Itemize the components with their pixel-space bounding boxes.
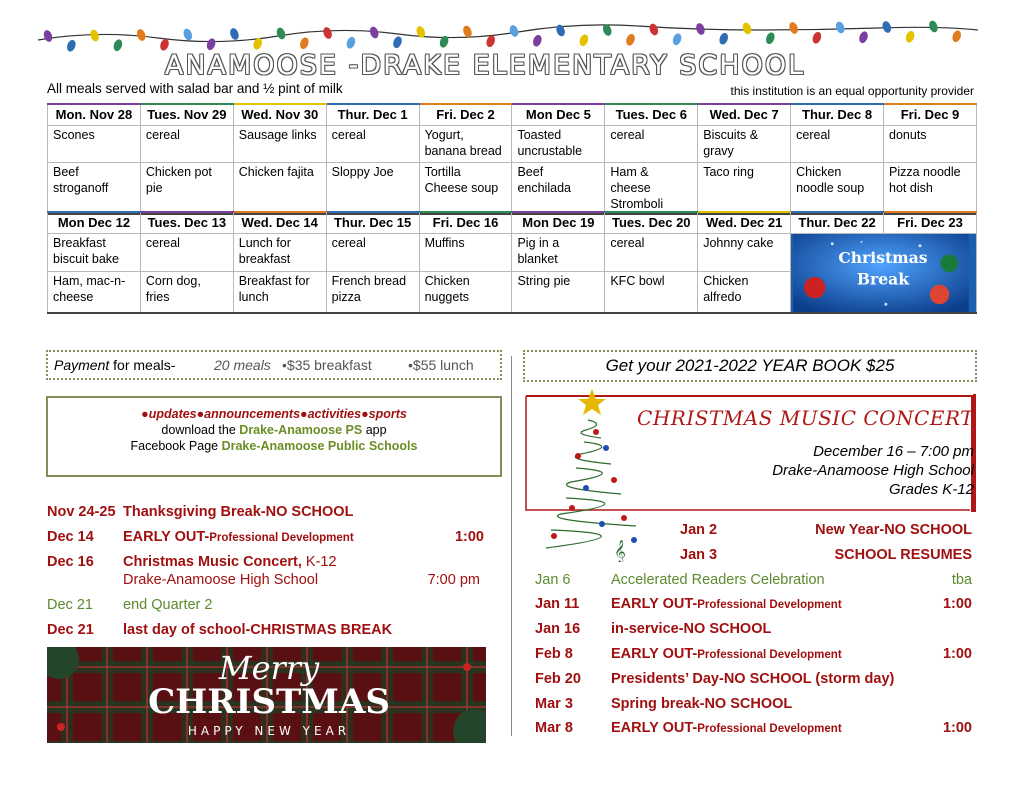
- event-text: SCHOOL RESUMES: [834, 546, 972, 563]
- event-text: EARLY OUT-Professional Development: [611, 646, 842, 662]
- menu-lunch-item: Chicken pot pie: [140, 163, 233, 215]
- menu-lunch-item: String pie: [512, 272, 605, 313]
- menu-breakfast-item: Pig in a blanket: [512, 234, 605, 272]
- updates-box: [46, 396, 502, 477]
- menu-breakfast-item: Johnny cake: [698, 234, 791, 272]
- event-date: Jan 6: [535, 571, 571, 588]
- menu-lunch-item: Breakfast for lunch: [233, 272, 326, 313]
- menu-breakfast-item: cereal: [791, 126, 884, 163]
- menu-breakfast-item: Toasted uncrustable: [512, 126, 605, 163]
- event-subtext: Drake-Anamoose High School: [123, 572, 319, 588]
- menu-breakfast-item: Biscuits & gravy: [698, 126, 791, 163]
- menu-lunch-item: Chicken alfredo: [698, 272, 791, 313]
- merry-christmas-banner: [47, 647, 486, 743]
- event-date: Dec 16: [47, 554, 94, 570]
- menu-day-header: Wed. Dec 14: [233, 212, 326, 234]
- light-bulb: [951, 29, 963, 43]
- light-bulb: [462, 24, 474, 38]
- menu-table-week1: [47, 103, 977, 215]
- light-bulb: [718, 32, 730, 46]
- event-date: Feb 8: [535, 646, 573, 662]
- event-text: Thanksgiving Break-NO SCHOOL: [123, 504, 354, 520]
- menu-day-header: Wed. Dec 7: [698, 104, 791, 126]
- event-date: Jan 16: [535, 621, 581, 638]
- light-bulb: [392, 35, 404, 49]
- event-date: Jan 11: [535, 596, 580, 613]
- concert-place: Drake-Anamoose High School: [772, 462, 974, 479]
- light-bulb: [811, 31, 823, 45]
- menu-breakfast-item: Breakfast biscuit bake: [48, 234, 141, 272]
- menu-day-header: Fri. Dec 9: [884, 104, 977, 126]
- payment-meals: 20 meals: [214, 357, 271, 373]
- menu-day-header: Fri. Dec 2: [419, 104, 512, 126]
- event-date: Jan 3: [680, 546, 718, 563]
- event-time: 1:00: [454, 529, 484, 545]
- light-bulb: [928, 19, 940, 33]
- christmas-break-line1: Christmas: [838, 248, 928, 268]
- event-text: Accelerated Readers Celebration: [611, 571, 825, 588]
- menu-breakfast-item: cereal: [605, 234, 698, 272]
- concert-date: December 16 – 7:00 pm: [813, 443, 974, 460]
- payment-breakfast: •$35 breakfast: [282, 357, 372, 373]
- payment-box: [46, 350, 502, 380]
- event-date: Dec 21: [47, 622, 94, 638]
- menu-lunch-item: KFC bowl: [605, 272, 698, 313]
- yearbook-banner: Get your 2021-2022 YEAR BOOK $25: [523, 350, 977, 382]
- payment-label: Payment for meals-: [54, 357, 176, 373]
- light-bulb: [578, 33, 590, 47]
- event-text: last day of school-CHRISTMAS BREAK: [123, 622, 393, 638]
- menu-day-header: Mon. Nov 28: [48, 104, 141, 126]
- event-date: Feb 20: [535, 670, 581, 687]
- menu-lunch-item: Sloppy Joe: [326, 163, 419, 215]
- menu-lunch-item: Chicken fajita: [233, 163, 326, 215]
- menu-breakfast-item: cereal: [326, 234, 419, 272]
- menu-lunch-item: Tortilla Cheese soup: [419, 163, 512, 215]
- light-bulb: [555, 23, 567, 37]
- light-bulb: [275, 26, 287, 40]
- menu-table-week2: [47, 211, 977, 314]
- light-bulb: [298, 36, 310, 50]
- event-date: Nov 24-25: [47, 504, 116, 520]
- event-date: Dec 14: [47, 529, 94, 545]
- app-name: Drake-Anamoose PS: [239, 423, 363, 437]
- updates-line: ●updates●announcements●activities●sports: [141, 407, 407, 421]
- menu-lunch-item: Beef enchilada: [512, 163, 605, 215]
- light-bulb: [508, 24, 520, 38]
- event-text: Presidents’ Day-NO SCHOOL (storm day): [611, 670, 895, 687]
- event-text: Christmas Music Concert, K-12: [123, 554, 337, 570]
- menu-day-header: Thur. Dec 1: [326, 104, 419, 126]
- event-time: tba: [951, 571, 972, 588]
- concert-grades: Grades K-12: [888, 481, 974, 498]
- event-text: in-service-NO SCHOOL: [611, 621, 772, 638]
- event-text: EARLY OUT-Professional Development: [611, 720, 842, 737]
- menu-lunch-item: Ham & cheese Stromboli: [605, 163, 698, 215]
- light-bulb: [904, 30, 916, 44]
- menu-day-header: Mon Dec 5: [512, 104, 605, 126]
- menu-day-header: Mon Dec 12: [48, 212, 141, 234]
- light-bulb: [881, 20, 893, 34]
- menu-day-header: Wed. Nov 30: [233, 104, 326, 126]
- menu-day-header: Tues. Nov 29: [140, 104, 233, 126]
- event-time: 1:00: [942, 720, 972, 737]
- light-bulb: [648, 22, 660, 36]
- menu-day-header: Fri. Dec 23: [884, 212, 977, 234]
- menu-lunch-item: Beef stroganoff: [48, 163, 141, 215]
- light-bulb: [182, 27, 194, 41]
- svg-text:𝄞: 𝄞: [614, 539, 626, 562]
- event-text: EARLY OUT-Professional Development: [611, 596, 842, 613]
- light-bulb: [625, 33, 637, 47]
- menu-day-header: Mon Dec 19: [512, 212, 605, 234]
- christmas-text: CHRISTMAS: [148, 682, 390, 722]
- facebook-line: Facebook Page Drake-Anamoose Public Schools: [130, 439, 418, 453]
- menu-day-header: Thur. Dec 15: [326, 212, 419, 234]
- menu-lunch-item: Corn dog, fries: [140, 272, 233, 313]
- event-date: Dec 21: [47, 597, 93, 613]
- event-text: Spring break-NO SCHOOL: [611, 695, 793, 712]
- menu-breakfast-item: Sausage links: [233, 126, 326, 163]
- merry-text: Merry: [218, 649, 320, 687]
- light-bulb: [741, 21, 753, 35]
- menu-day-header: Fri. Dec 16: [419, 212, 512, 234]
- menu-breakfast-item: Lunch for breakfast: [233, 234, 326, 272]
- event-time: 1:00: [942, 596, 972, 613]
- christmas-break-line2: Break: [856, 269, 910, 289]
- light-bulb: [531, 34, 543, 48]
- app-download-line: download the Drake-Anamoose PS app: [161, 423, 387, 437]
- light-bulb: [368, 25, 380, 39]
- light-bulb: [858, 30, 870, 44]
- light-bulb: [322, 26, 334, 40]
- column-divider: [511, 356, 512, 736]
- menu-lunch-item: French bread pizza: [326, 272, 419, 313]
- event-date: Mar 3: [535, 695, 573, 712]
- menu-breakfast-item: Scones: [48, 126, 141, 163]
- light-bulb: [42, 29, 54, 43]
- menu-day-header: Thur. Dec 8: [791, 104, 884, 126]
- menu-lunch-item: Taco ring: [698, 163, 791, 215]
- light-bulb: [345, 36, 357, 50]
- light-bulb: [764, 31, 776, 45]
- menu-breakfast-item: Yogurt, banana bread: [419, 126, 512, 163]
- menu-breakfast-item: cereal: [605, 126, 698, 163]
- event-date: Jan 2: [680, 522, 718, 538]
- menu-breakfast-item: cereal: [140, 234, 233, 272]
- light-bulb: [834, 20, 846, 34]
- happy-new-year-text: HAPPY NEW YEAR: [187, 724, 351, 738]
- light-bulb: [695, 22, 707, 36]
- event-subtime: 7:00 pm: [427, 572, 480, 588]
- light-bulb: [229, 27, 241, 41]
- menu-lunch-item: Chicken nuggets: [419, 272, 512, 313]
- equal-opportunity-note: this institution is an equal opportunity provider: [730, 84, 974, 98]
- menu-day-header: Tues. Dec 6: [605, 104, 698, 126]
- menu-lunch-item: Pizza noodle hot dish: [884, 163, 977, 215]
- event-text: end Quarter 2: [123, 597, 213, 613]
- event-text: EARLY OUT-Professional Development: [123, 529, 354, 545]
- menu-lunch-item: Ham, mac-n-cheese: [48, 272, 141, 313]
- light-bulb: [135, 28, 147, 42]
- menu-day-header: Tues. Dec 13: [140, 212, 233, 234]
- christmas-break-card: [791, 234, 977, 314]
- meals-note: All meals served with salad bar and ½ pint of milk: [47, 81, 343, 96]
- menu-day-header: Wed. Dec 21: [698, 212, 791, 234]
- event-date: Mar 8: [535, 720, 573, 737]
- facebook-page-name: Drake-Anamoose Public Schools: [221, 439, 418, 453]
- menu-lunch-item: Chicken noodle soup: [791, 163, 884, 215]
- concert-title: CHRISTMAS MUSIC CONCERT: [637, 406, 974, 430]
- event-text: New Year-NO SCHOOL: [815, 522, 972, 538]
- menu-breakfast-item: cereal: [140, 126, 233, 163]
- menu-day-header: Thur. Dec 22: [791, 212, 884, 234]
- menu-breakfast-item: cereal: [326, 126, 419, 163]
- light-bulb: [89, 28, 101, 42]
- payment-lunch: •$55 lunch: [408, 357, 474, 373]
- event-time: 1:00: [942, 646, 972, 662]
- school-title: ANAMOOSE -DRAKE ELEMENTARY SCHOOL: [164, 50, 806, 81]
- light-bulb: [671, 32, 683, 46]
- light-bulb: [788, 21, 800, 35]
- menu-breakfast-item: donuts: [884, 126, 977, 163]
- menu-breakfast-item: Muffins: [419, 234, 512, 272]
- menu-day-header: Tues. Dec 20: [605, 212, 698, 234]
